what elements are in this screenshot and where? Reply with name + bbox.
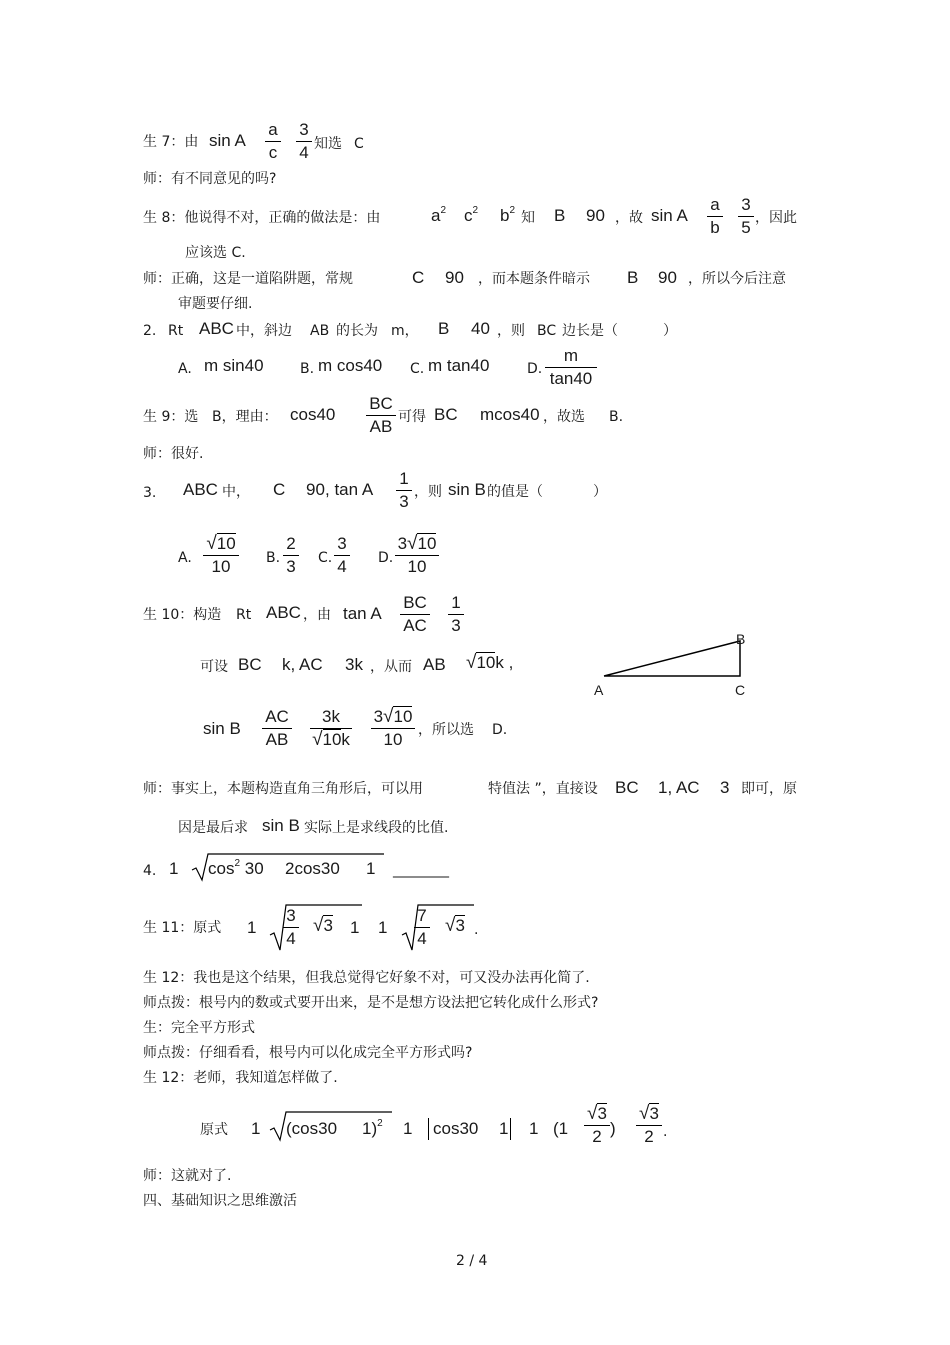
- math-C: C: [412, 268, 425, 287]
- math-mcos40: mcos40: [480, 405, 540, 424]
- math-sinB: sin B: [262, 816, 300, 835]
- math-sqrt3: √3: [313, 915, 333, 936]
- vertex-label-A: A: [594, 682, 604, 698]
- math-sinA: sin A: [209, 131, 246, 150]
- math-1: 1: [378, 918, 388, 937]
- fraction-sqrt3-2: √3 2: [584, 1104, 610, 1147]
- fraction-a-c: a c: [265, 120, 281, 163]
- math-ABC: ABC: [199, 319, 234, 338]
- fraction-sqrt3-2: √3 2: [636, 1104, 662, 1147]
- option-C: m tan40: [428, 356, 490, 375]
- abs-bar-right: [510, 1118, 511, 1140]
- text: 中，: [222, 484, 250, 500]
- speaker-label: 生 7：由: [143, 134, 199, 150]
- student-line: 生 8：他说得不对，正确的做法是：由: [143, 210, 381, 226]
- math-B: B: [627, 268, 639, 287]
- fraction-7-4: 7 4: [414, 906, 430, 949]
- answer-blank: ________: [393, 862, 449, 878]
- right-triangle-diagram: [590, 630, 760, 710]
- math-kAC: k, AC: [282, 655, 323, 674]
- fraction-BC-AC: BC AC: [400, 593, 430, 636]
- fraction-3-5: 3 5: [738, 195, 754, 238]
- text-hint: ，而本题条件暗示: [478, 271, 590, 287]
- math-AB: AB: [423, 655, 446, 674]
- math-sinA-2: sin A: [651, 206, 688, 225]
- text-zhixuan: 知选: [314, 136, 342, 152]
- student-line: 生 9：选: [143, 409, 199, 425]
- option-B: m cos40: [318, 356, 383, 375]
- text: ）: [663, 323, 677, 339]
- text: 因是最后求: [178, 820, 248, 836]
- math-ABC: ABC: [183, 480, 218, 499]
- math-cos2-30: $\cos^2 30$: [208, 858, 264, 878]
- math-Rt: Rt: [236, 607, 252, 623]
- option-A: m sin40: [204, 356, 264, 375]
- math-ABC: ABC: [266, 603, 301, 622]
- student-line: 生 12：老师，我知道怎样做了.: [143, 1070, 338, 1086]
- math-1: 1: [350, 918, 360, 937]
- option-label-A: A.: [178, 550, 192, 566]
- text: ，所以选: [418, 722, 474, 738]
- math-sqrt3: √3: [445, 915, 465, 936]
- text-caution: ，所以今后注意: [688, 271, 786, 287]
- math-cos40: cos40: [290, 405, 336, 424]
- math-c: $c^2$: [464, 205, 479, 225]
- math-90: 90: [658, 268, 677, 287]
- math-90: 90: [586, 206, 605, 225]
- period: .: [474, 922, 479, 938]
- fraction-m-tan40: m tan40: [545, 346, 597, 389]
- question-number: 3.: [143, 485, 157, 501]
- vertex-label-B: B: [736, 631, 746, 647]
- fraction-3-4: 3 4: [334, 534, 350, 577]
- teacher-line: 师：这就对了.: [143, 1168, 232, 1184]
- fraction-a-b: a b: [707, 195, 723, 238]
- text-yuanshi: 原式: [200, 1122, 228, 1138]
- text: 的长为: [336, 323, 378, 339]
- math-1: 1: [251, 1119, 261, 1138]
- fraction-3-4: 3 4: [296, 120, 312, 163]
- page-number: 2 / 4: [456, 1253, 488, 1269]
- math-2cos30: 2cos30: [285, 859, 340, 878]
- math-90: 90: [445, 268, 464, 287]
- text-yinci: ，因此: [755, 210, 797, 226]
- fraction-3k-sqrt10k: 3k √10k: [310, 707, 352, 750]
- math-B: B: [554, 206, 566, 225]
- math-tanA: , tan A: [325, 480, 374, 499]
- fraction-sqrt10-10: √10 10: [203, 534, 239, 577]
- question-number: 2.: [143, 323, 157, 339]
- text: 可设: [200, 659, 228, 675]
- math-3: 3: [720, 778, 730, 797]
- teacher-line: 师：有不同意见的吗?: [143, 171, 277, 187]
- math-1: 1: [247, 918, 257, 937]
- fraction-1-3: 1 3: [448, 593, 464, 636]
- student-line: 生 11：原式: [143, 920, 222, 936]
- fraction-BC-AB: BC AB: [366, 394, 396, 437]
- abs-bar-left: [428, 1118, 429, 1140]
- math-sqrt10k: √10k ,: [466, 652, 514, 673]
- option-label-A: A.: [178, 361, 192, 377]
- math-BC: BC: [615, 778, 639, 797]
- fraction-3-4: 3 4: [283, 906, 299, 949]
- math-1-squared: 1)$^2$: [362, 1118, 383, 1138]
- student-line: 生 10：构造: [143, 607, 222, 623]
- option-label-C: C.: [410, 361, 425, 377]
- math-90: 90: [306, 480, 325, 499]
- teacher-line: 师：事实上，本题构造直角三角形后，可以用: [143, 781, 423, 797]
- text-gu: ，故: [615, 210, 643, 226]
- text: B，理由：: [212, 409, 278, 425]
- math-B: B: [438, 319, 450, 338]
- math-a: $a^2$: [431, 205, 447, 225]
- option-label-B: B.: [300, 361, 315, 377]
- fraction-AC-AB: AC AB: [262, 707, 292, 750]
- option-label-D: D.: [527, 361, 543, 377]
- math-3k: 3k: [345, 655, 363, 674]
- math-sinB: sin B: [203, 719, 241, 738]
- teacher-hint: 师点拨：仔细看看，根号内可以化成完全平方形式吗?: [143, 1045, 473, 1061]
- teacher-line: 师：正确，这是一道陷阱题，常规: [143, 271, 353, 287]
- option-label-D: D.: [378, 550, 394, 566]
- section-heading: 四、基础知识之思维激活: [143, 1193, 297, 1209]
- math-Rt: Rt: [168, 323, 184, 339]
- math-1: 1: [169, 859, 179, 878]
- option-label-B: B.: [266, 550, 281, 566]
- text-careful: 审题要仔细.: [178, 296, 253, 312]
- text: 特值法 ”，直接设: [488, 781, 598, 797]
- math-1: 1: [499, 1119, 509, 1138]
- math-paren-1: (1: [553, 1119, 569, 1138]
- math-cos30: (cos30: [286, 1119, 338, 1138]
- fraction-3sqrt10-10: 3√10 10: [395, 534, 439, 577]
- text: ，从而: [370, 659, 412, 675]
- vertex-label-C: C: [735, 682, 746, 698]
- fraction-2-3: 2 3: [283, 534, 299, 577]
- math-tanA: tan A: [343, 604, 382, 623]
- student-line: 生 12：我也是这个结果，但我总觉得它好象不对，可又没办法再化简了.: [143, 970, 590, 986]
- math-AB: AB: [310, 323, 330, 339]
- choice-C: C: [354, 136, 364, 152]
- student-line: 生：完全平方形式: [143, 1020, 255, 1036]
- text-zhi: 知: [521, 210, 535, 226]
- period: .: [663, 1124, 668, 1140]
- math-40: 40: [471, 319, 490, 338]
- text: D.: [492, 722, 508, 738]
- math-1: 1: [529, 1119, 539, 1138]
- math-C: C: [273, 480, 286, 499]
- text: ，则: [414, 484, 442, 500]
- math-b: $b^2$: [500, 205, 516, 225]
- text: 中，斜边: [236, 323, 292, 339]
- fraction-3sqrt10-10: 3√10 10: [371, 707, 415, 750]
- math-1: 1: [366, 859, 376, 878]
- math-1: 1: [403, 1119, 413, 1138]
- text: ，故选: [543, 409, 585, 425]
- text: B.: [609, 409, 624, 425]
- text: ）: [593, 484, 607, 500]
- fraction-1-3: 1 3: [396, 469, 412, 512]
- question-number: 4.: [143, 863, 157, 879]
- text: 边长是（: [562, 323, 618, 339]
- text: ，则: [497, 323, 525, 339]
- math-m: m，: [391, 323, 419, 339]
- answer-line: 应该选 C.: [185, 245, 246, 261]
- teacher-hint: 师点拨：根号内的数或式要开出来，是不是想方设法把它转化成什么形式?: [143, 995, 599, 1011]
- math-BC: BC: [537, 323, 557, 339]
- math-paren-close: ): [610, 1119, 616, 1138]
- text: 可得: [398, 409, 426, 425]
- text: 实际上是求线段的比值.: [304, 820, 449, 836]
- option-label-C: C.: [318, 550, 333, 566]
- text: 即可，原: [741, 781, 797, 797]
- math-1AC: 1, AC: [658, 778, 700, 797]
- math-sinB: sin B: [448, 480, 486, 499]
- text: ，由: [303, 607, 331, 623]
- math-BC: BC: [238, 655, 262, 674]
- math-BC: BC: [434, 405, 458, 424]
- text: 的值是（: [487, 484, 543, 500]
- math-cos30: cos30: [433, 1119, 479, 1138]
- teacher-line: 师：很好.: [143, 446, 204, 462]
